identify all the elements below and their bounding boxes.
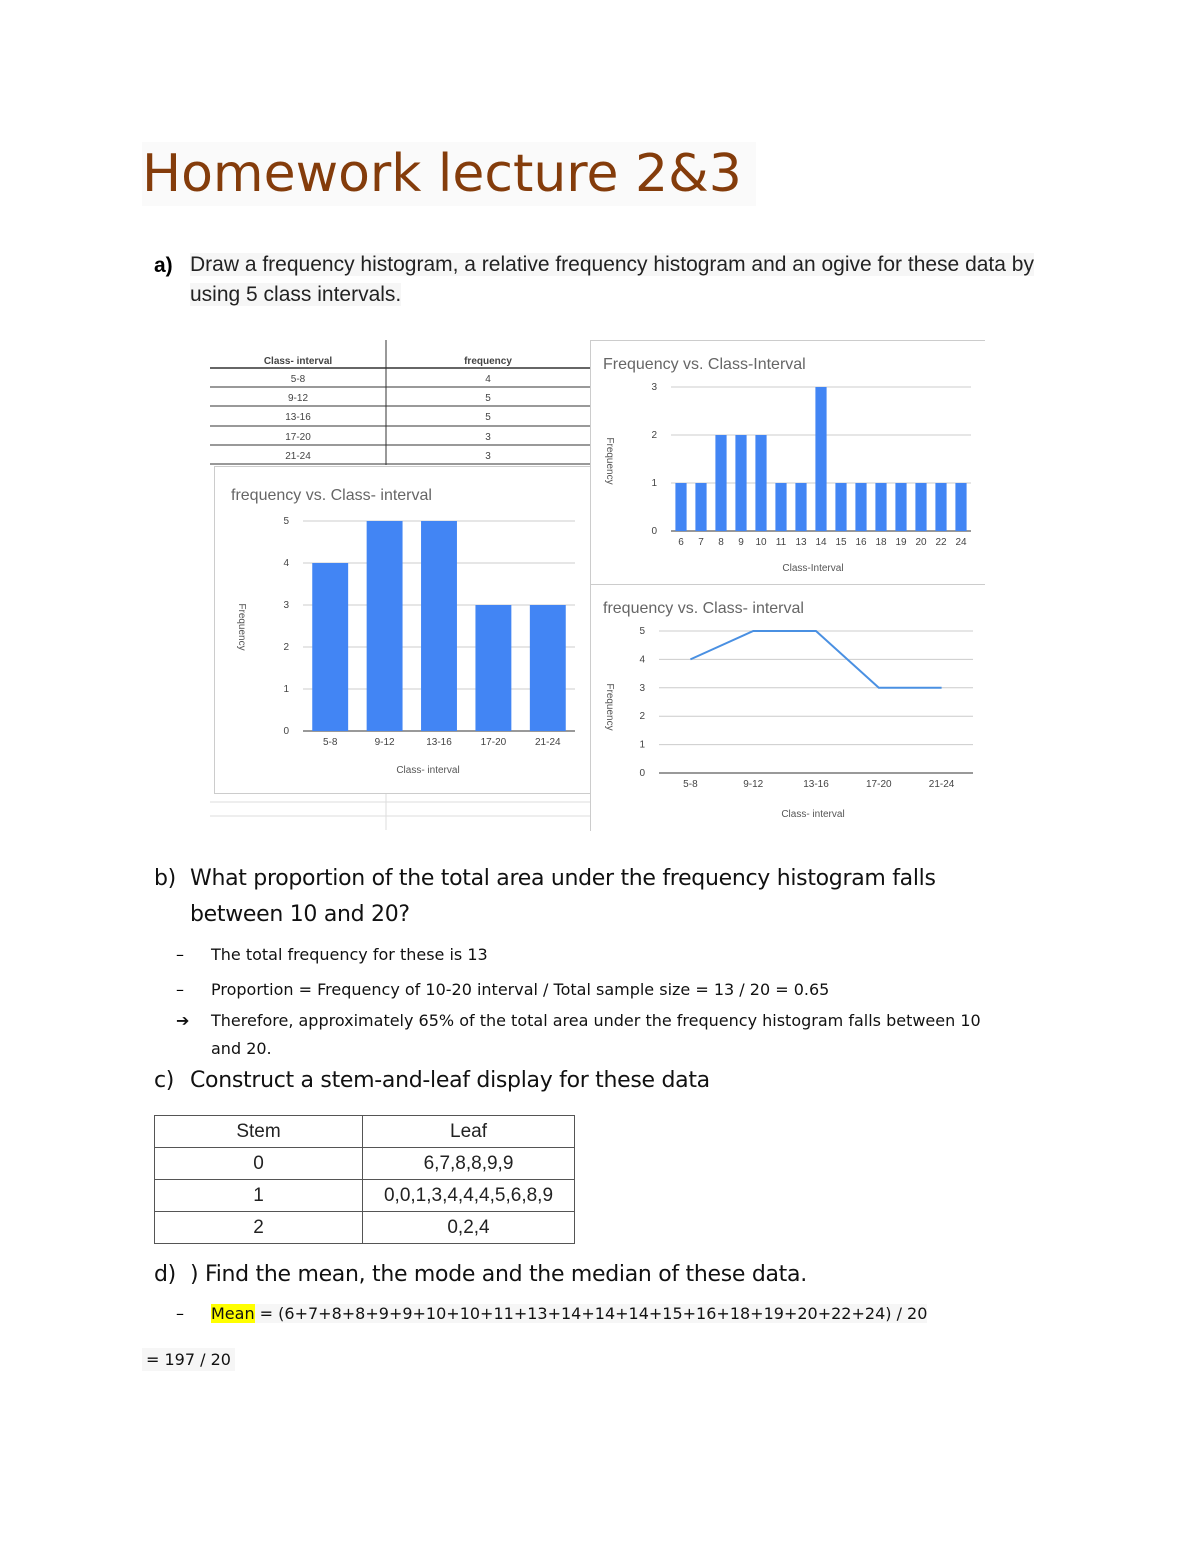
stem-leaf-table-wrap <box>154 1115 575 1244</box>
x-tick-label: 8 <box>718 537 724 548</box>
x-tick-label: 13-16 <box>803 779 829 790</box>
leaf-cell: 6,7,8,8,9,9 <box>363 1148 575 1180</box>
relative-histogram-card <box>590 340 985 585</box>
bar <box>675 483 686 531</box>
x-axis-label: Class- interval <box>781 809 845 820</box>
part-c-letter: c) <box>154 1068 175 1093</box>
sheet-grid-lines <box>210 790 590 830</box>
mean-line <box>211 1304 927 1323</box>
freq-table-header-frequency: frequency <box>464 356 512 367</box>
freq-table-cell: 3 <box>485 432 491 443</box>
part-a-text <box>190 250 1060 310</box>
x-tick-label: 14 <box>815 537 827 548</box>
x-tick-label: 9-12 <box>743 779 764 790</box>
table-row <box>155 1212 575 1244</box>
x-tick-label: 21-24 <box>928 779 955 790</box>
x-axis-label: Class-Interval <box>782 563 844 574</box>
y-tick-label: 0 <box>651 526 657 537</box>
bullet-dash: – <box>176 945 184 964</box>
bar <box>367 521 403 731</box>
x-tick-label: 16 <box>855 537 867 548</box>
bar <box>775 483 786 531</box>
leaf-cell: 0,0,1,3,4,4,4,5,6,8,9 <box>363 1180 575 1212</box>
y-tick-label: 1 <box>639 739 645 751</box>
table-row <box>155 1116 575 1148</box>
freq-table-cell: 5 <box>485 393 491 404</box>
page-title <box>142 142 756 206</box>
arrow-icon: ➔ <box>176 1011 190 1030</box>
x-tick-label: 5-8 <box>683 779 698 790</box>
ogive-chart <box>591 585 985 831</box>
bar <box>875 483 886 531</box>
bar <box>935 483 946 531</box>
y-axis-label: Frequency <box>604 683 615 731</box>
chart-title: frequency vs. Class- interval <box>231 487 432 504</box>
x-tick-label: 13 <box>795 537 807 548</box>
leaf-header: Leaf <box>363 1116 575 1148</box>
bar <box>795 483 806 531</box>
y-tick-label: 5 <box>283 516 289 527</box>
sheet-grid-remnant <box>210 790 590 830</box>
stem-leaf-table <box>154 1115 575 1244</box>
x-tick-label: 20 <box>915 537 927 548</box>
bar <box>421 521 457 731</box>
x-tick-label: 13-16 <box>426 737 452 748</box>
x-tick-label: 17-20 <box>480 737 507 748</box>
part-b-heading-line2: between 10 and 20? <box>190 902 410 927</box>
freq-table-cell: 4 <box>485 374 491 385</box>
bar <box>955 483 966 531</box>
x-tick-label: 9 <box>738 537 744 548</box>
part-b-bullet-1: The total frequency for these is 13 <box>211 945 488 964</box>
freq-table-cell: 5 <box>485 412 491 423</box>
bullet-dash: – <box>176 1304 184 1323</box>
y-tick-label: 2 <box>639 711 645 723</box>
freq-table-cell: 9-12 <box>287 393 309 404</box>
x-tick-label: 18 <box>875 537 887 548</box>
stem-cell: 1 <box>155 1180 363 1212</box>
y-tick-label: 2 <box>283 642 289 653</box>
part-a-question: Draw a frequency histogram, a relative frequency histogram and an ogive for these data by using 5 class intervals. <box>190 253 1034 306</box>
bar <box>855 483 866 531</box>
bullet-dash: – <box>176 980 184 999</box>
bar <box>915 483 926 531</box>
y-tick-label: 0 <box>283 726 289 737</box>
bar <box>755 435 766 531</box>
histogram-chart-card <box>214 466 592 794</box>
bar <box>715 435 726 531</box>
y-tick-label: 1 <box>651 478 657 489</box>
part-b-letter: b) <box>154 866 176 891</box>
page-title-text: Homework lecture 2&3 <box>142 144 742 204</box>
part-d-letter: d) <box>154 1262 176 1287</box>
x-tick-label: 15 <box>835 537 847 548</box>
y-tick-label: 0 <box>639 768 645 779</box>
y-tick-label: 1 <box>283 684 289 695</box>
freq-table-cell: 21-24 <box>285 451 311 462</box>
histogram-chart <box>215 467 591 793</box>
x-tick-label: 11 <box>775 537 787 548</box>
y-tick-label: 3 <box>283 600 289 611</box>
y-axis-label: Frequency <box>236 603 247 651</box>
freq-table-cell: 5-8 <box>290 374 306 385</box>
part-b-bullet-2: Proportion = Frequency of 10-20 interval / Total sample size = 13 / 20 = 0.65 <box>211 980 830 999</box>
freq-table-cell: 13-16 <box>285 412 311 423</box>
y-tick-label: 2 <box>651 430 657 441</box>
frequency-table <box>210 340 590 465</box>
x-tick-label: 7 <box>698 537 704 548</box>
bar <box>312 563 348 731</box>
freq-table-cell: 17-20 <box>285 432 311 443</box>
x-tick-label: 24 <box>955 537 967 548</box>
y-tick-label: 4 <box>283 558 289 569</box>
x-tick-label: 5-8 <box>322 737 338 748</box>
relative-histogram-chart <box>591 341 985 585</box>
y-tick-label: 3 <box>651 382 657 393</box>
bar <box>895 483 906 531</box>
chart-title: Frequency vs. Class-Interval <box>603 356 806 373</box>
x-tick-label: 19 <box>895 537 907 548</box>
y-axis-label: Frequency <box>604 437 615 485</box>
part-b-conclusion-line1: Therefore, approximately 65% of the total area under the frequency histogram falls between 10 <box>211 1011 981 1030</box>
freq-table-cell: 3 <box>485 451 491 462</box>
leaf-cell: 0,2,4 <box>363 1212 575 1244</box>
bar <box>735 435 746 531</box>
y-tick-label: 5 <box>639 626 645 637</box>
x-tick-label: 6 <box>678 537 684 548</box>
part-d-heading: ) Find the mean, the mode and the median of these data. <box>190 1262 807 1287</box>
part-a-letter: a) <box>154 254 173 277</box>
frequency-table-box <box>210 340 590 465</box>
mean-label: Mean <box>211 1304 255 1323</box>
bar <box>695 483 706 531</box>
x-tick-label: 21-24 <box>535 737 561 748</box>
table-row <box>155 1180 575 1212</box>
x-axis-label: Class- interval <box>396 765 460 776</box>
part-b-heading-line1: What proportion of the total area under the frequency histogram falls <box>190 866 936 891</box>
freq-table-header-interval: Class- interval <box>263 356 333 367</box>
x-tick-label: 9-12 <box>374 737 395 748</box>
x-tick-label: 10 <box>755 537 767 548</box>
part-c-heading: Construct a stem-and-leaf display for these data <box>190 1068 710 1093</box>
part-b-conclusion-line2: and 20. <box>211 1039 272 1058</box>
bar <box>475 605 511 731</box>
bar <box>835 483 846 531</box>
stem-cell: 0 <box>155 1148 363 1180</box>
stem-cell: 2 <box>155 1212 363 1244</box>
y-tick-label: 4 <box>639 654 645 666</box>
x-tick-label: 22 <box>935 537 947 548</box>
ogive-chart-card <box>590 584 985 831</box>
y-tick-label: 3 <box>639 682 645 694</box>
bar <box>815 387 826 531</box>
stem-header: Stem <box>155 1116 363 1148</box>
table-row <box>155 1148 575 1180</box>
mean-result: = 197 / 20 <box>142 1348 235 1371</box>
x-tick-label: 17-20 <box>866 779 892 790</box>
bar <box>530 605 566 731</box>
mean-formula: = (6+7+8+8+9+9+10+10+11+13+14+14+14+15+16+18+19+20+22+24) / 20 <box>254 1304 928 1323</box>
chart-title: frequency vs. Class- interval <box>603 600 804 617</box>
